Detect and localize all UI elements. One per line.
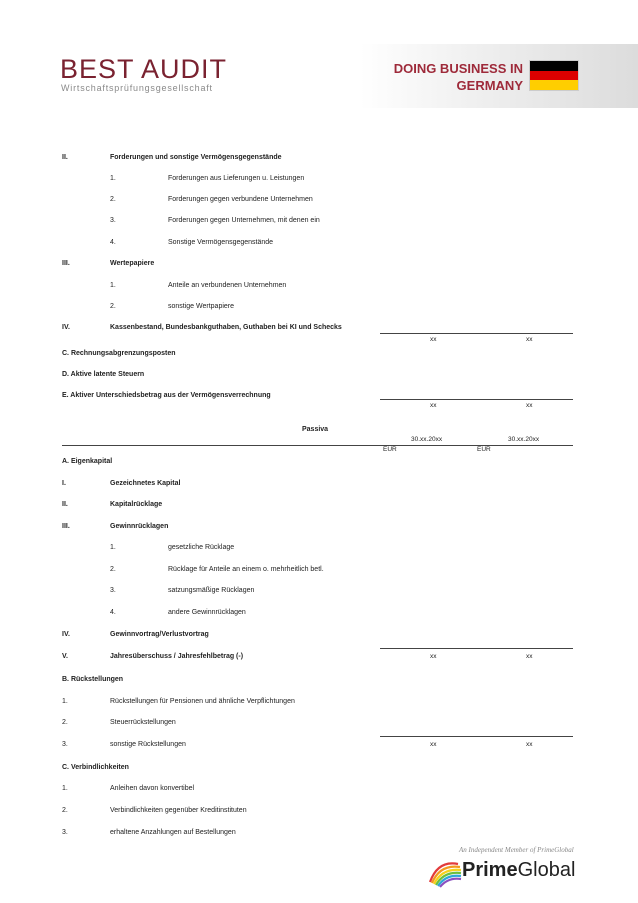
item-label: erhaltene Anzahlungen auf Bestellungen [110, 829, 236, 836]
item-label: Forderungen gegen Unternehmen, mit denen ein [168, 217, 320, 224]
item-label: sonstige Wertpapiere [168, 303, 235, 310]
item-number: 3. [110, 217, 116, 224]
section-label: Wertepapiere [110, 260, 155, 267]
item-label: Sonstige Vermögensgegenstände [168, 239, 274, 246]
section-number: II. [62, 501, 68, 508]
item-number: 2. [110, 196, 116, 203]
section-label: Jahresüberschuss / Jahresfehlbetrag (-) [110, 653, 244, 660]
section-label: Kassenbestand, Bundesbankguthaben, Guthaben bei KI und Schecks [110, 324, 342, 331]
value-year1: xx [430, 741, 437, 748]
item-label: Anleihen davon konvertibel [110, 785, 195, 792]
logo-subtitle: Wirtschaftsprüfungsgesellschaft [61, 83, 213, 93]
item-number: 3. [62, 829, 68, 836]
section-label: D. Aktive latente Steuern [62, 371, 145, 378]
member-text: An Independent Member of PrimeGlobal [459, 846, 574, 854]
header-banner [360, 44, 638, 108]
item-number: 3. [110, 587, 116, 594]
passiva-title: Passiva [302, 426, 329, 433]
section-number: V. [62, 653, 68, 660]
item-number: 1. [110, 282, 116, 289]
item-number: 2. [110, 303, 116, 310]
value-year2: xx [526, 741, 533, 748]
item-number: 4. [110, 609, 116, 616]
logo-title: BEST AUDIT [60, 54, 228, 84]
section-label: E. Aktiver Unterschiedsbetrag aus der Vermögensverrechnung [62, 392, 271, 399]
item-number: 1. [62, 785, 68, 792]
section-label: Kapitalrücklage [110, 501, 163, 508]
item-label: sonstige Rückstellungen [110, 741, 186, 748]
section-number: I. [62, 480, 66, 487]
banner-line1: DOING BUSINESS IN [393, 61, 523, 76]
item-number: 1. [110, 175, 116, 182]
banner-text [394, 60, 523, 94]
item-label: andere Gewinnrücklagen [168, 609, 246, 616]
header-line [62, 445, 573, 446]
item-label: Steuerrückstellungen [110, 719, 176, 726]
value-year2: xx [526, 653, 533, 660]
item-label: Forderungen aus Lieferungen u. Leistungen [168, 175, 305, 182]
item-number: 2. [62, 807, 68, 814]
item-number: 1. [110, 544, 116, 551]
sum-line [380, 648, 573, 649]
value-year2: xx [526, 336, 533, 343]
section-number: IV. [62, 324, 70, 331]
section-number: III. [62, 260, 70, 267]
section-number: II. [62, 154, 68, 161]
item-number: 1. [62, 698, 68, 705]
sum-line [380, 399, 573, 400]
section-label: C. Verbindlichkeiten [62, 764, 129, 771]
german-flag-icon [529, 60, 579, 91]
item-label: satzungsmäßige Rücklagen [168, 587, 255, 594]
section-number: III. [62, 523, 70, 530]
section-label: Gezeichnetes Kapital [110, 480, 181, 487]
section-label: C. Rechnungsabgrenzungsposten [62, 350, 176, 357]
section-number: IV. [62, 631, 70, 638]
sum-line [380, 736, 573, 737]
item-label: gesetzliche Rücklage [168, 544, 235, 551]
section-label: A. Eigenkapital [62, 458, 113, 465]
page-header [0, 0, 638, 110]
brand-rest: Global [517, 859, 576, 881]
section-label: Forderungen und sonstige Vermögensgegenstände [110, 154, 282, 161]
item-label: Verbindlichkeiten gegenüber Kreditinstituten [110, 807, 247, 814]
value-year1: xx [430, 402, 437, 409]
column-date1: 30.xx.20xx [411, 436, 443, 443]
section-label: B. Rückstellungen [62, 676, 124, 683]
value-year1: xx [430, 653, 437, 660]
item-number: 2. [62, 719, 68, 726]
item-label: Forderungen gegen verbundene Unternehmen [168, 196, 313, 203]
primeglobal-brand [462, 858, 575, 882]
column-currency1: EUR [383, 446, 397, 453]
column-date2: 30.xx.20xx [508, 436, 540, 443]
item-label: Rückstellungen für Pensionen und ähnliche Verpflichtungen [110, 698, 295, 705]
banner-line2: GERMANY [456, 78, 523, 93]
column-currency2: EUR [477, 446, 491, 453]
item-number: 4. [110, 239, 116, 246]
section-label: Gewinnrücklagen [110, 523, 169, 530]
section-label: Gewinnvortrag/Verlustvortrag [110, 631, 209, 638]
brand-bold: Prime [462, 859, 518, 881]
item-number: 3. [62, 741, 68, 748]
value-year1: xx [430, 336, 437, 343]
item-label: Rücklage für Anteile an einem o. mehrheitlich betl. [168, 566, 324, 573]
item-number: 2. [110, 566, 116, 573]
sum-line [380, 333, 573, 334]
value-year2: xx [526, 402, 533, 409]
item-label: Anteile an verbundenen Unternehmen [168, 282, 287, 289]
